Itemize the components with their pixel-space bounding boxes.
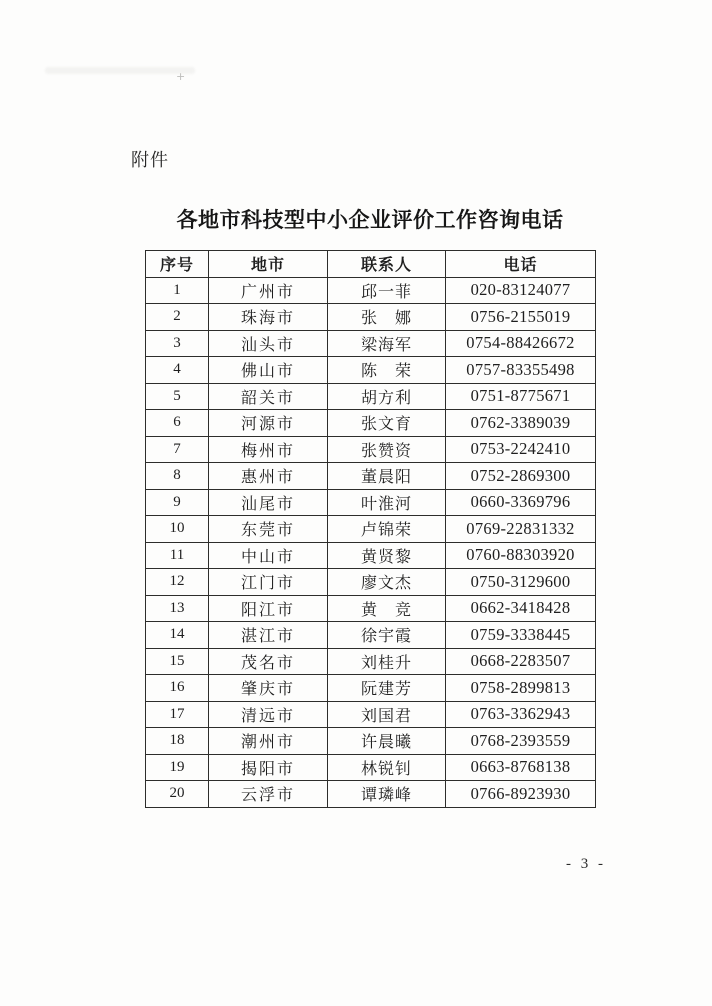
contact-phone-table (145, 250, 596, 808)
column-header-seq: 序号 (146, 251, 209, 278)
row-phone: 0752-2869300 (446, 463, 596, 490)
page-number: - 3 - (566, 856, 606, 872)
row-city: 湛江市 (209, 622, 328, 649)
table-row (146, 330, 596, 357)
table-row (146, 304, 596, 331)
table-header (146, 251, 596, 278)
row-contact: 卢锦荣 (328, 516, 446, 543)
row-city: 汕尾市 (209, 489, 328, 516)
column-header-phone: 电话 (446, 251, 596, 278)
row-city: 梅州市 (209, 436, 328, 463)
row-city: 揭阳市 (209, 754, 328, 781)
row-seq: 17 (146, 701, 209, 728)
row-contact: 陈 荣 (328, 357, 446, 384)
row-phone: 0756-2155019 (446, 304, 596, 331)
row-seq: 14 (146, 622, 209, 649)
row-seq: 16 (146, 675, 209, 702)
row-phone: 0751-8775671 (446, 383, 596, 410)
row-city: 潮州市 (209, 728, 328, 755)
row-contact: 邱一菲 (328, 277, 446, 304)
row-seq: 7 (146, 436, 209, 463)
row-phone: 0768-2393559 (446, 728, 596, 755)
table-row (146, 542, 596, 569)
row-contact: 许晨曦 (328, 728, 446, 755)
scan-artifact-smudge (45, 67, 195, 74)
row-contact: 梁海军 (328, 330, 446, 357)
table-row (146, 675, 596, 702)
row-phone: 0758-2899813 (446, 675, 596, 702)
row-contact: 阮建芳 (328, 675, 446, 702)
table-row (146, 489, 596, 516)
row-city: 茂名市 (209, 648, 328, 675)
table-row (146, 781, 596, 808)
row-city: 东莞市 (209, 516, 328, 543)
row-phone: 0759-3338445 (446, 622, 596, 649)
row-city: 中山市 (209, 542, 328, 569)
table-row (146, 410, 596, 437)
table-row (146, 277, 596, 304)
row-phone: 0754-88426672 (446, 330, 596, 357)
row-seq: 20 (146, 781, 209, 808)
row-phone: 0750-3129600 (446, 569, 596, 596)
row-contact: 叶淮河 (328, 489, 446, 516)
row-city: 阳江市 (209, 595, 328, 622)
row-phone: 0753-2242410 (446, 436, 596, 463)
attachment-label: 附件 (131, 150, 169, 170)
row-phone: 0668-2283507 (446, 648, 596, 675)
row-seq: 10 (146, 516, 209, 543)
table-row (146, 357, 596, 384)
row-seq: 18 (146, 728, 209, 755)
row-seq: 4 (146, 357, 209, 384)
table-row (146, 383, 596, 410)
row-phone: 0762-3389039 (446, 410, 596, 437)
row-phone: 0662-3418428 (446, 595, 596, 622)
row-seq: 9 (146, 489, 209, 516)
table-row (146, 463, 596, 490)
table-row (146, 516, 596, 543)
row-phone: 0757-83355498 (446, 357, 596, 384)
row-phone: 0760-88303920 (446, 542, 596, 569)
row-contact: 廖文杰 (328, 569, 446, 596)
row-city: 云浮市 (209, 781, 328, 808)
row-city: 清远市 (209, 701, 328, 728)
row-phone: 0660-3369796 (446, 489, 596, 516)
row-contact: 董晨阳 (328, 463, 446, 490)
header-row (146, 251, 596, 278)
row-city: 河源市 (209, 410, 328, 437)
row-seq: 15 (146, 648, 209, 675)
table-row (146, 436, 596, 463)
row-seq: 1 (146, 277, 209, 304)
row-contact: 刘国君 (328, 701, 446, 728)
row-seq: 8 (146, 463, 209, 490)
row-city: 汕头市 (209, 330, 328, 357)
table-row (146, 648, 596, 675)
row-phone: 0763-3362943 (446, 701, 596, 728)
table-row (146, 728, 596, 755)
row-contact: 谭璘峰 (328, 781, 446, 808)
column-header-contact: 联系人 (328, 251, 446, 278)
row-contact: 胡方利 (328, 383, 446, 410)
row-contact: 张赞资 (328, 436, 446, 463)
row-contact: 林锐钊 (328, 754, 446, 781)
row-seq: 19 (146, 754, 209, 781)
row-contact: 张 娜 (328, 304, 446, 331)
row-contact: 张文育 (328, 410, 446, 437)
row-contact: 黄 竞 (328, 595, 446, 622)
row-contact: 刘桂升 (328, 648, 446, 675)
table-row (146, 569, 596, 596)
row-phone: 0769-22831332 (446, 516, 596, 543)
row-seq: 12 (146, 569, 209, 596)
row-seq: 2 (146, 304, 209, 331)
row-contact: 黄贤黎 (328, 542, 446, 569)
row-city: 肇庆市 (209, 675, 328, 702)
row-city: 韶关市 (209, 383, 328, 410)
scan-artifact-cross: + (176, 70, 186, 83)
row-phone: 0663-8768138 (446, 754, 596, 781)
row-phone: 020-83124077 (446, 277, 596, 304)
row-seq: 11 (146, 542, 209, 569)
row-seq: 5 (146, 383, 209, 410)
table-body (146, 277, 596, 807)
table-row (146, 622, 596, 649)
row-city: 江门市 (209, 569, 328, 596)
table-row (146, 701, 596, 728)
row-city: 珠海市 (209, 304, 328, 331)
column-header-city: 地市 (209, 251, 328, 278)
row-city: 惠州市 (209, 463, 328, 490)
row-city: 佛山市 (209, 357, 328, 384)
row-seq: 6 (146, 410, 209, 437)
row-contact: 徐宇霞 (328, 622, 446, 649)
table-row (146, 754, 596, 781)
row-city: 广州市 (209, 277, 328, 304)
document-title: 各地市科技型中小企业评价工作咨询电话 (176, 209, 564, 232)
row-seq: 13 (146, 595, 209, 622)
table-row (146, 595, 596, 622)
row-seq: 3 (146, 330, 209, 357)
row-phone: 0766-8923930 (446, 781, 596, 808)
